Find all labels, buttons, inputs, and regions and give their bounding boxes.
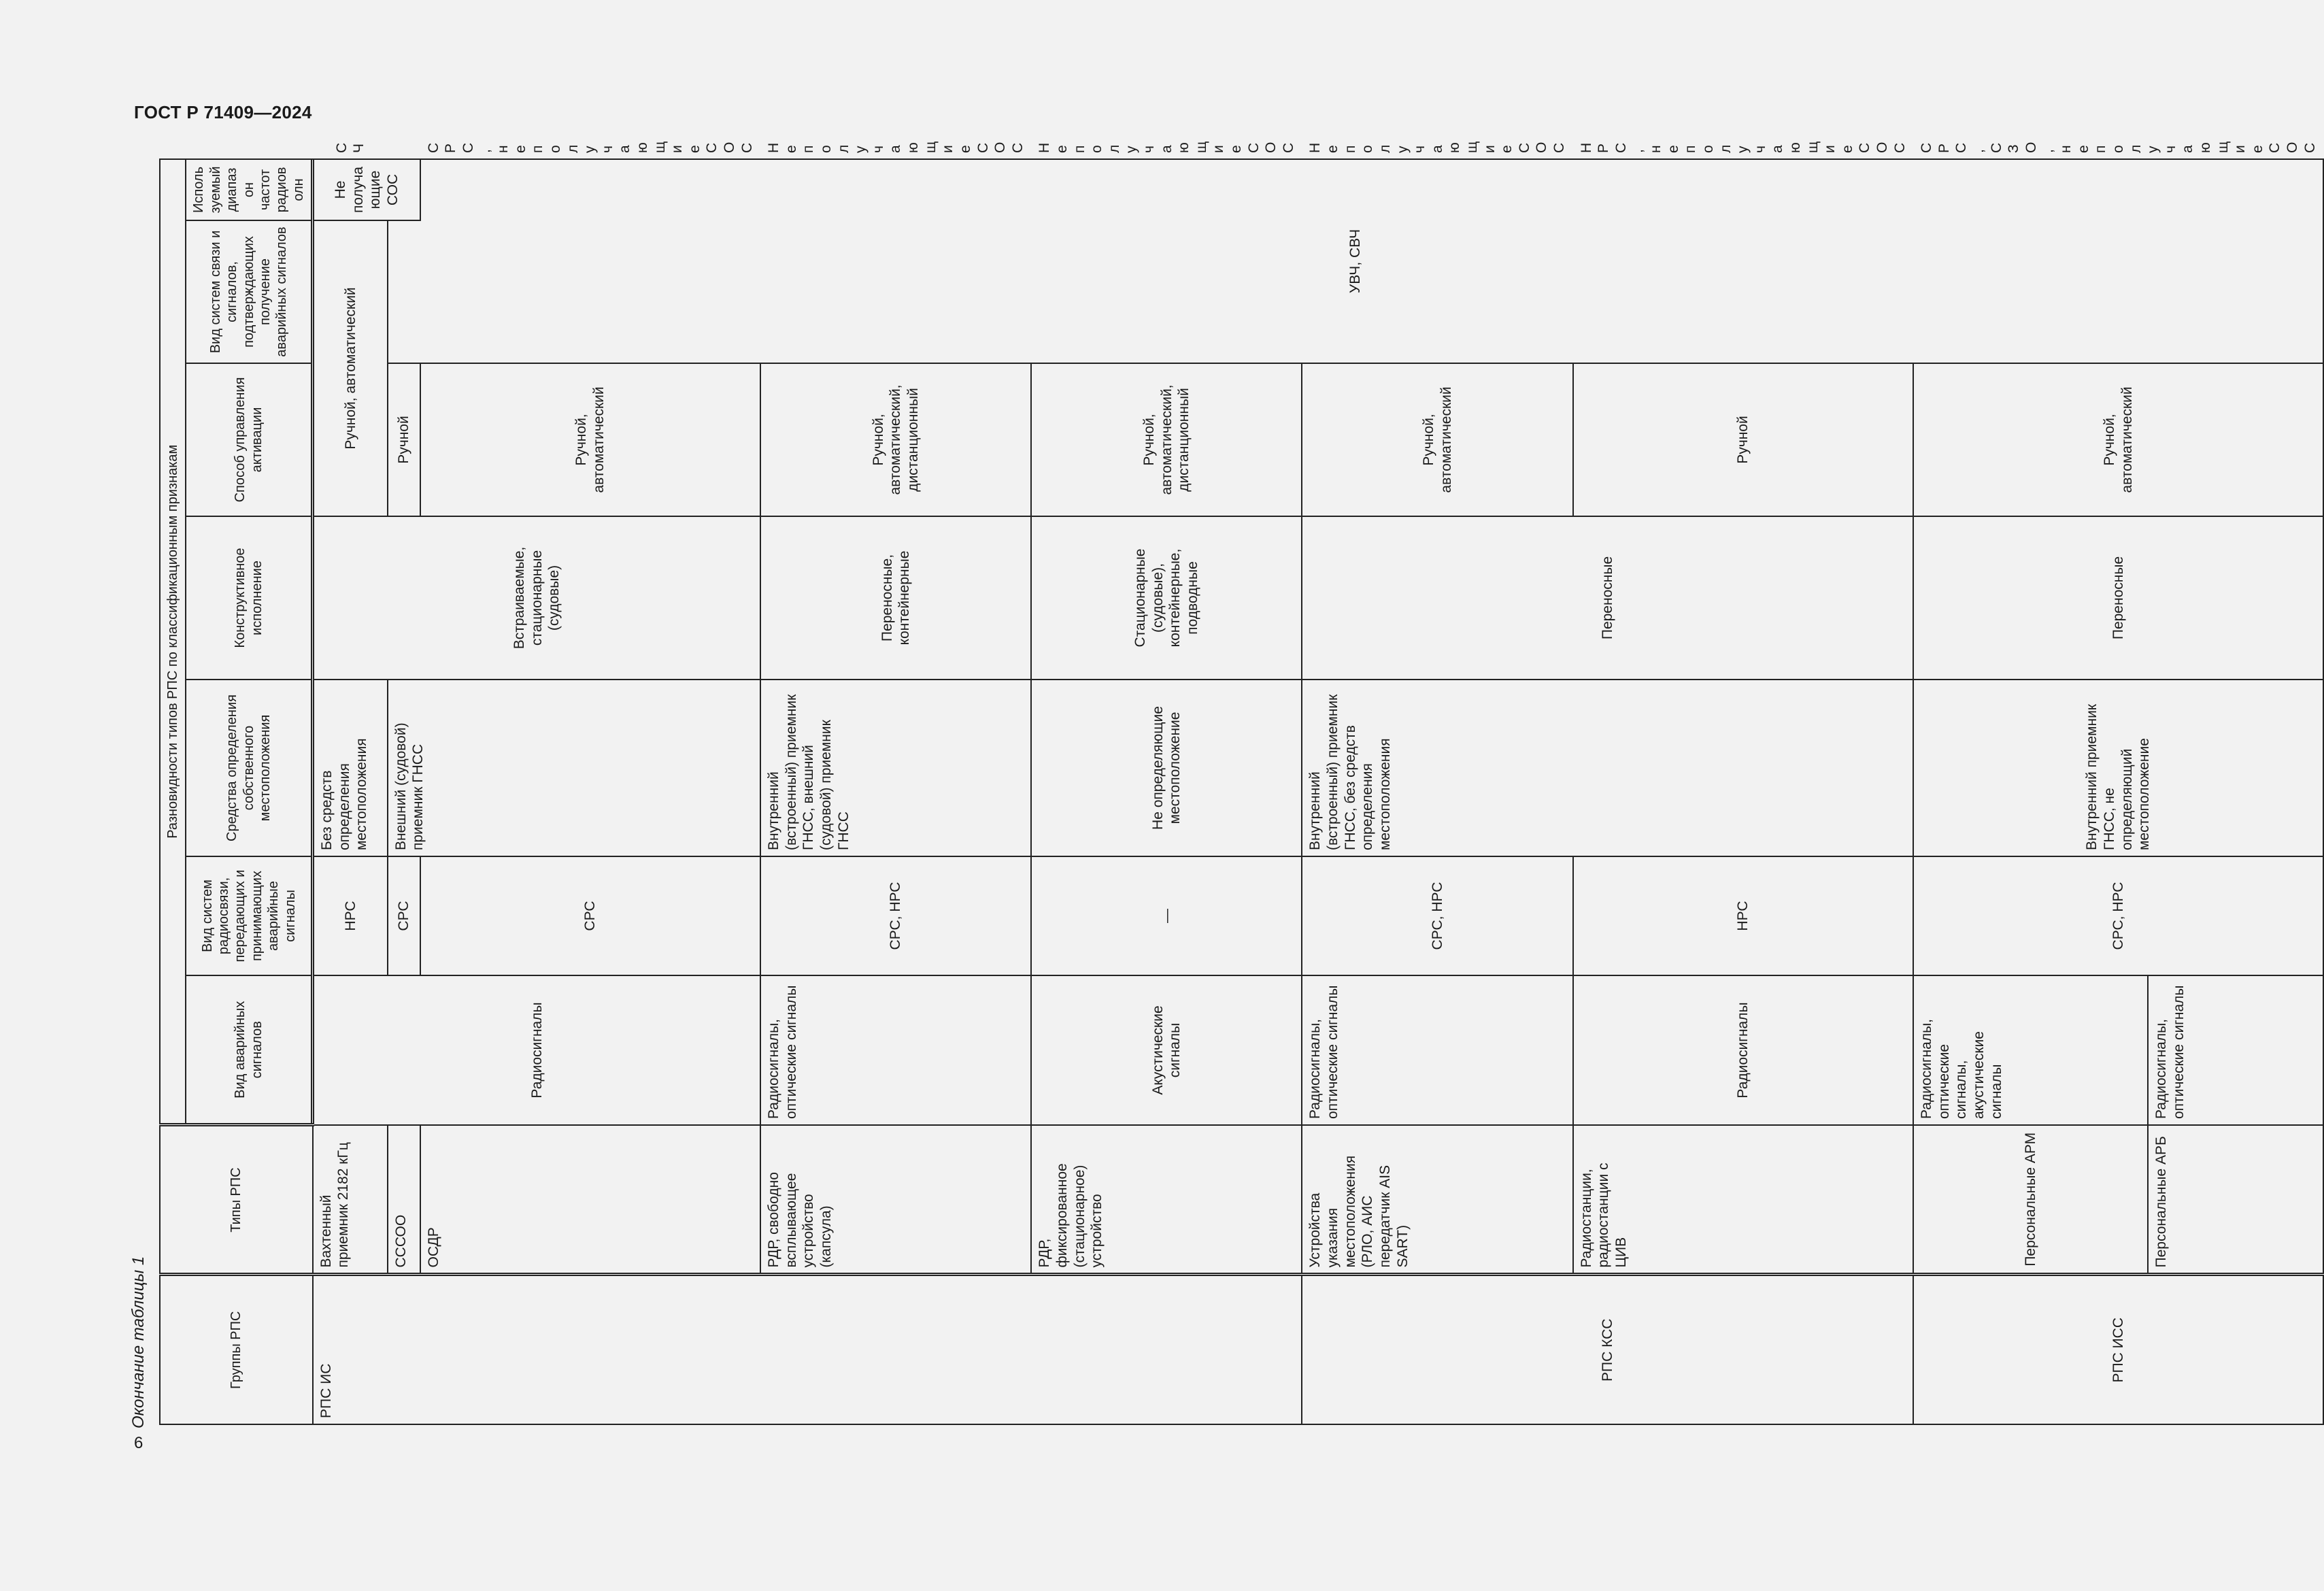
location-int-or-none: Внутренний (встроенный) приемник ГНСС, без средств определения местоположения [1302, 680, 1913, 856]
activation-manual-auto-remote-2: Ручной, автоматический, дистанционный [1031, 363, 1302, 516]
design-portable-2: Переносные [1913, 516, 2323, 680]
activation-manual: Ручной [388, 363, 420, 516]
tx-dash: — [1031, 856, 1302, 975]
type-arm: Персональные АРМ [1913, 1125, 2148, 1275]
location-int-ext-gnss: Внутренний (встроенный) приемник ГНСС, внешний (судовой) приемник ГНСС [760, 680, 1031, 856]
tx-nrs-2: НРС [1573, 856, 1914, 975]
header-design: Конструктивное исполнение [186, 516, 312, 680]
header-activation: Способ управления активации [186, 363, 312, 516]
document-title: ГОСТ Р 71409—2024 [134, 102, 312, 122]
activation-manual-auto-remote: Ручной, автоматический, дистанционный [760, 363, 1031, 516]
type-rdr-fixed: РДР, фиксированное (стационарное) устройство [1031, 1125, 1302, 1275]
type-radiostations: Радиостанции, радиостанции с ЦИВ [1573, 1125, 1914, 1275]
header-varieties: Разновидности типов РПС по классификационным признакам [160, 159, 186, 1125]
location-none: Без средств определения местоположения [313, 680, 388, 856]
location-not-determining: Не определяющие местоположение [1031, 680, 1302, 856]
tx-nrs: НРС [313, 856, 388, 975]
signal-radio-optical-acoustic: Радиосигналы, оптические сигналы, акустические сигналы [1913, 975, 2148, 1125]
tx-srs: СРС [388, 856, 420, 975]
activation-manual-auto-4: Ручной, автоматический [1913, 363, 2323, 516]
classification-table: Группы РПС Типы РПС Разновидности типов РПС по классификационным признакам Вид аварийных сигналов Вид систем радиосвязи, передающих и принимающих аварийные сигналы Средства определения собственного местоположения Конструктивное исполнение Способ управления активации Вид систем связи и сигналов, подтверждающих получение аварийных сигналов Используемый диапазон частот радиоволн РПС ИС Вахтенный приемник 2182 кГц Радиосигналы НРС Без средств определения местоположения Встраиваемые, стационарные (судовые) Ручной, автоматический Не получающие СОС СЧ СССОО СРС Внешний (судовой) приемник ГНСС Ручной УВЧ, СВЧ ОСДР СРС Ручной, автоматический СРС, не получающие СОС РДР, свободно всплывающее устройство (капсула) Радиосигналы, оптические сигналы СРС, НРС Внутренний (встроенный) приемник ГНСС, внешний (судовой) приемник ГНСС Переносные, контейнерные Ручной, автоматический, дистанционный Не получающие СОС РДР, фиксированное (стационарное) устройство Акустические сигналы — Не определяющие местоположение Стационарные (судовые), контейнерные, подводные Ручной, автоматический, дистанционный Не получающие СОС РПС КСС Устройства указания местоположения (РЛО, АИС передатчик AIS SART) Радиосигналы, оптические сигналы СРС, НРС Внутренний (встроенный) приемник ГНСС, без средств определения местоположения Переносные Ручной, автоматический Не получающие СОС Радиостанции, радиостанции с ЦИВ Радиосигналы НРС Ручной НРС, не получающие СОС РПС ИСС Персональные АРМ Радиосигналы, оптические сигналы, акустические сигналы СРС, НРС Внутренний приемник ГНСС, не определяющий местоположение Переносные Ручной, автоматический СРС, СЗО, не получающие СОС Персональные АРБ Радиосигналы, оптические сигналы [159, 158, 2324, 1425]
header-groups: Группы РПС [160, 1275, 313, 1424]
design-stationary-container: Стационарные (судовые), контейнерные, подводные [1031, 516, 1302, 680]
type-sssoo: СССОО [388, 1125, 420, 1275]
design-portable: Переносные [1302, 516, 1913, 680]
activation-manual-2: Ручной [1573, 363, 1914, 516]
header-location: Средства определения собственного местоположения [186, 680, 312, 856]
tx-srs-nrs: СРС, НРС [760, 856, 1031, 975]
tx-srs-nrs-3: СРС, НРС [1913, 856, 2323, 975]
header-tx-systems: Вид систем радиосвязи, передающих и принимающих аварийные сигналы [186, 856, 312, 975]
page-number: 6 [134, 1434, 144, 1452]
band-uvch-svch: УВЧ, СВЧ [388, 159, 2324, 363]
design-portable-container: Переносные, контейнерные [760, 516, 1031, 680]
tx-srs-2: СРС [420, 856, 761, 975]
confirm-not-receiving: Не получающие СОС [313, 159, 420, 220]
type-arb: Персональные АРБ [2148, 1125, 2323, 1275]
activation-manual-auto-3: Ручной, автоматический [1302, 363, 1572, 516]
header-confirm: Вид систем связи и сигналов, подтверждающих получение аварийных сигналов [186, 220, 312, 363]
tx-srs-nrs-2: СРС, НРС [1302, 856, 1572, 975]
rotated-table-wrapper [159, 141, 2318, 1425]
signal-radio-2: Радиосигналы [1573, 975, 1914, 1125]
group-rps-is: РПС ИС [313, 1275, 1302, 1424]
design-builtin: Встраиваемые, стационарные (судовые) [313, 516, 761, 680]
header-signal-kind: Вид аварийных сигналов [186, 975, 312, 1125]
group-rps-iss: РПС ИСС [1913, 1275, 2323, 1424]
signal-radio: Радиосигналы [313, 975, 761, 1125]
location-ext-gnss: Внешний (судовой) приемник ГНСС [388, 680, 761, 856]
group-rps-kss: РПС КСС [1302, 1275, 1913, 1424]
type-rdr-free: РДР, свободно всплывающее устройство (капсула) [760, 1125, 1031, 1275]
activation-manual-auto: Ручной, автоматический [313, 220, 388, 516]
location-int-or-not: Внутренний приемник ГНСС, не определяющий местоположение [1913, 680, 2323, 856]
activation-manual-auto-2: Ручной, автоматический [420, 363, 761, 516]
signal-radio-optical-2: Радиосигналы, оптические сигналы [1302, 975, 1572, 1125]
type-osdr: ОСДР [420, 1125, 761, 1275]
type-ukazaniya: Устройства указания местоположения (РЛО, АИС передатчик AIS SART) [1302, 1125, 1572, 1275]
signal-radio-optical-3: Радиосигналы, оптические сигналы [2148, 975, 2323, 1125]
signal-radio-optical: Радиосигналы, оптические сигналы [760, 975, 1031, 1125]
signal-acoustic: Акустические сигналы [1031, 975, 1302, 1125]
type-vakhtenny: Вахтенный приемник 2182 кГц [313, 1125, 388, 1275]
header-types: Типы РПС [160, 1125, 313, 1275]
table-caption: Окончание таблицы 1 [129, 1256, 148, 1428]
header-band: Используемый диапазон частот радиоволн [186, 159, 312, 220]
